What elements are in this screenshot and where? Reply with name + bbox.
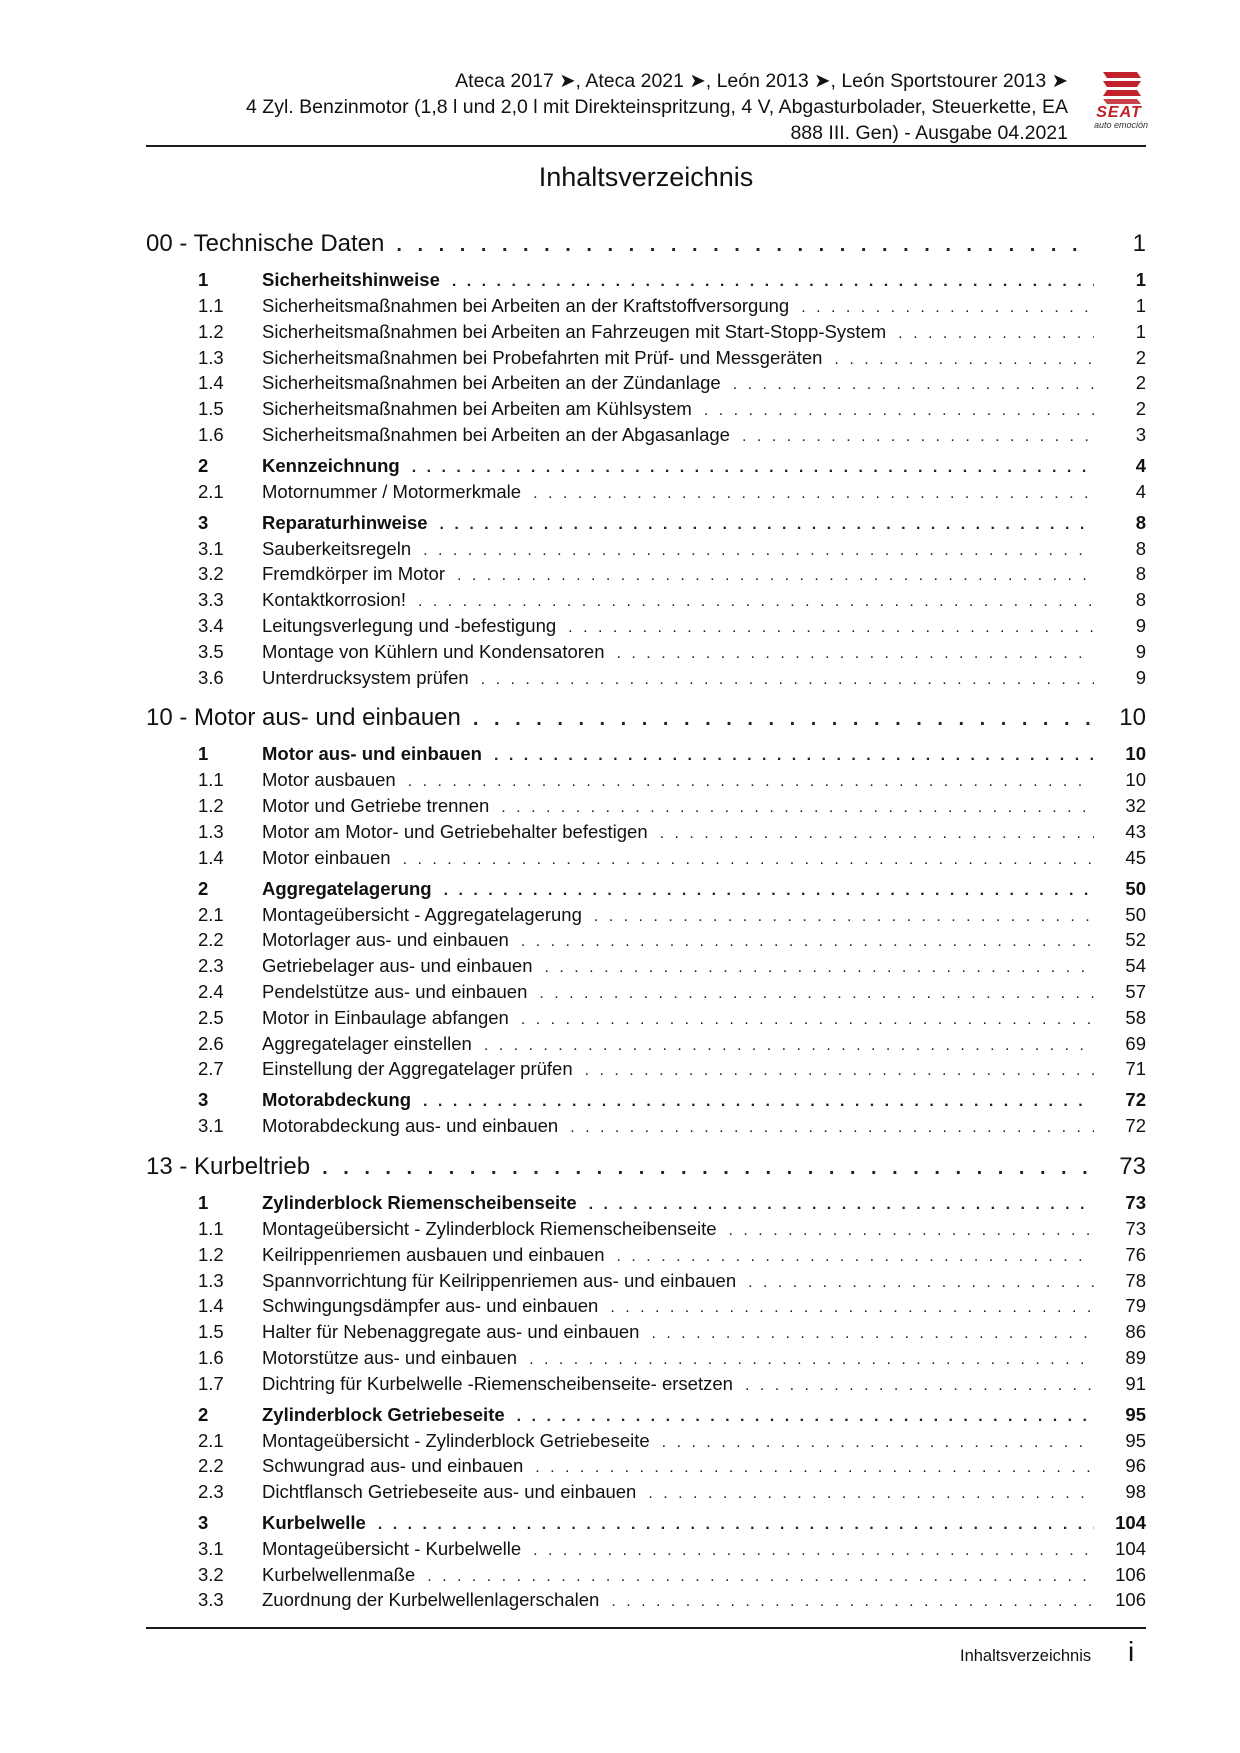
toc-entry-page: 54 bbox=[1125, 955, 1146, 977]
toc-entry-label: Schwingungsdämpfer aus- und einbauen bbox=[262, 1295, 599, 1317]
toc-entry-page: 98 bbox=[1125, 1481, 1146, 1503]
toc-entry-label: Dichtflansch Getriebeseite aus- und einbauen bbox=[262, 1481, 637, 1503]
toc-entry-page: 50 bbox=[1125, 903, 1146, 925]
toc-entry-label: 13 - Kurbeltrieb bbox=[146, 1152, 311, 1180]
toc-entry-page: 4 bbox=[1135, 454, 1146, 476]
toc-dot-leader bbox=[444, 882, 1094, 900]
toc-item[interactable] bbox=[146, 1007, 1146, 1033]
toc-dot-leader bbox=[801, 299, 1094, 317]
toc-entry-page: 1 bbox=[1135, 295, 1146, 316]
header-divider bbox=[146, 145, 1146, 147]
toc-entry-label: Zylinderblock Getriebeseite bbox=[262, 1403, 505, 1425]
toc-item[interactable] bbox=[146, 347, 1146, 373]
toc-dot-leader bbox=[539, 985, 1094, 1003]
toc-dot-leader bbox=[440, 516, 1094, 534]
toc-dot-leader bbox=[733, 376, 1094, 394]
toc-entry-label: Reparaturhinweise bbox=[262, 511, 428, 533]
toc-dot-leader bbox=[660, 825, 1094, 843]
toc-dot-leader bbox=[729, 1222, 1094, 1240]
toc-entry-page: 4 bbox=[1135, 480, 1146, 502]
toc-entry-label: 00 - Technische Daten bbox=[146, 230, 385, 257]
toc-dot-leader bbox=[742, 428, 1094, 446]
toc-entry-page: 58 bbox=[1125, 1006, 1146, 1028]
page-title: Inhaltsverzeichnis bbox=[538, 162, 754, 192]
toc-entry-page: 9 bbox=[1135, 614, 1146, 636]
toc-entry-page: 3 bbox=[1135, 423, 1146, 445]
toc-entry-label: Kennzeichnung bbox=[262, 454, 400, 476]
toc-item[interactable] bbox=[146, 1058, 1146, 1084]
toc-entry-page: 72 bbox=[1125, 1115, 1146, 1137]
toc-entry-page: 76 bbox=[1125, 1243, 1146, 1265]
toc-entry-number: 2.2 bbox=[198, 1455, 224, 1477]
toc-entry-label: Aggregatelager einstellen bbox=[262, 1032, 472, 1054]
toc-section[interactable] bbox=[146, 878, 1146, 904]
toc-entry-label: Getriebelager aus- und einbauen bbox=[262, 955, 533, 977]
toc-entry-number: 3.1 bbox=[198, 537, 224, 559]
toc-entry-number: 2.6 bbox=[198, 1032, 224, 1054]
toc-item[interactable] bbox=[146, 1455, 1146, 1481]
toc-entry-label: Montageübersicht - Kurbelwelle bbox=[262, 1537, 522, 1559]
toc-dot-leader bbox=[501, 799, 1094, 817]
header-line-1: Ateca 2017 ➤, Ateca 2021 ➤, León 2013 ➤, León Sportstourer 2013 ➤ bbox=[455, 70, 1068, 92]
toc-entry-number: 3.4 bbox=[198, 614, 224, 636]
toc-dot-leader bbox=[481, 671, 1094, 689]
toc-entry-number: 1.3 bbox=[198, 346, 224, 368]
toc-entry-number: 3.5 bbox=[198, 640, 224, 662]
toc-dot-leader bbox=[898, 325, 1094, 343]
toc-entry-page: 73 bbox=[1125, 1217, 1146, 1239]
toc-entry-label: Kurbelwelle bbox=[262, 1511, 366, 1533]
toc-item[interactable] bbox=[146, 1430, 1146, 1456]
toc-dot-leader bbox=[494, 747, 1094, 765]
toc-entry-page: 2 bbox=[1135, 398, 1146, 420]
toc-dot-leader bbox=[529, 1351, 1094, 1369]
toc-entry-page: 106 bbox=[1115, 1563, 1146, 1585]
toc-dot-leader bbox=[585, 1062, 1094, 1080]
toc-entry-label: Sicherheitsmaßnahmen bei Arbeiten an der Zündanlage bbox=[262, 372, 721, 394]
toc-entry-page: 96 bbox=[1125, 1455, 1146, 1477]
toc-entry-number: 1.5 bbox=[198, 398, 224, 420]
toc-entry-number: 2.1 bbox=[198, 480, 224, 502]
toc-dot-leader bbox=[535, 1459, 1094, 1477]
seat-logo bbox=[1081, 70, 1161, 136]
toc-entry-label: Motorlager aus- und einbauen bbox=[262, 929, 509, 951]
toc-dot-leader bbox=[517, 1408, 1094, 1426]
toc-entry-page: 57 bbox=[1125, 980, 1146, 1002]
toc-entry-number: 2.1 bbox=[198, 1429, 224, 1451]
toc-entry-page: 50 bbox=[1125, 877, 1146, 899]
toc-chapter[interactable] bbox=[146, 1153, 1146, 1187]
toc-entry-label: Zuordnung der Kurbelwellenlagerschalen bbox=[262, 1589, 600, 1611]
toc-entry-number: 1.3 bbox=[198, 1269, 224, 1291]
toc-dot-leader bbox=[423, 542, 1094, 560]
toc-entry-page: 8 bbox=[1135, 589, 1146, 611]
toc-entry-label: Motor in Einbaulage abfangen bbox=[262, 1006, 509, 1028]
toc-item[interactable] bbox=[146, 641, 1146, 667]
toc-entry-number: 2 bbox=[198, 454, 209, 476]
toc-item[interactable] bbox=[146, 1481, 1146, 1507]
table-of-contents bbox=[146, 230, 1146, 1615]
toc-entry-page: 8 bbox=[1135, 563, 1146, 585]
toc-entry-number: 1.5 bbox=[198, 1321, 224, 1343]
toc-dot-leader bbox=[533, 1542, 1094, 1560]
toc-entry-page: 1 bbox=[1132, 230, 1146, 257]
toc-entry-number: 1.1 bbox=[198, 295, 224, 316]
toc-item[interactable] bbox=[146, 1321, 1146, 1347]
toc-item[interactable] bbox=[146, 1564, 1146, 1590]
toc-item[interactable] bbox=[146, 1244, 1146, 1270]
toc-entry-label: Pendelstütze aus- und einbauen bbox=[262, 980, 528, 1002]
toc-dot-leader bbox=[617, 645, 1094, 663]
toc-entry-page: 10 bbox=[1119, 704, 1146, 732]
toc-entry-number: 1 bbox=[198, 1191, 209, 1213]
toc-entry-page: 9 bbox=[1135, 640, 1146, 662]
toc-dot-leader bbox=[423, 1093, 1094, 1111]
toc-entry-page: 10 bbox=[1125, 743, 1146, 765]
toc-chapter[interactable] bbox=[146, 704, 1146, 738]
toc-entry-page: 95 bbox=[1125, 1403, 1146, 1425]
toc-entry-page: 104 bbox=[1115, 1511, 1146, 1533]
toc-item[interactable] bbox=[146, 1347, 1146, 1373]
toc-dot-leader bbox=[473, 708, 1094, 731]
toc-entry-number: 3 bbox=[198, 511, 209, 533]
toc-entry-page: 72 bbox=[1125, 1089, 1146, 1111]
toc-dot-leader bbox=[452, 273, 1094, 291]
toc-item[interactable] bbox=[146, 1218, 1146, 1244]
toc-entry-number: 3.2 bbox=[198, 563, 224, 585]
toc-entry-label: Halter für Nebenaggregate aus- und einbauen bbox=[262, 1321, 640, 1343]
toc-entry-page: 69 bbox=[1125, 1032, 1146, 1054]
toc-entry-label: Motor ausbauen bbox=[262, 769, 396, 791]
toc-entry-page: 91 bbox=[1125, 1372, 1146, 1394]
toc-section[interactable] bbox=[146, 512, 1146, 538]
toc-entry-page: 1 bbox=[1135, 320, 1146, 342]
toc-chapter[interactable] bbox=[146, 230, 1146, 264]
toc-entry-label: Sicherheitsmaßnahmen bei Probefahrten mit Prüf- und Messgeräten bbox=[262, 346, 823, 368]
toc-dot-leader bbox=[521, 933, 1094, 951]
toc-item[interactable] bbox=[146, 615, 1146, 641]
toc-entry-page: 43 bbox=[1125, 820, 1146, 842]
toc-dot-leader bbox=[570, 1119, 1094, 1137]
toc-entry-label: Fremdkörper im Motor bbox=[262, 563, 445, 585]
toc-entry-label: Motorabdeckung aus- und einbauen bbox=[262, 1115, 559, 1137]
toc-entry-label: Motor und Getriebe trennen bbox=[262, 795, 490, 817]
toc-entry-page: 106 bbox=[1115, 1589, 1146, 1611]
toc-entry-page: 73 bbox=[1119, 1152, 1146, 1180]
toc-entry-page: 78 bbox=[1125, 1269, 1146, 1291]
toc-entry-page: 79 bbox=[1125, 1295, 1146, 1317]
toc-entry-label: Kontaktkorrosion! bbox=[262, 589, 406, 611]
toc-entry-label: Sauberkeitsregeln bbox=[262, 537, 412, 559]
toc-entry-label: Aggregatelagerung bbox=[262, 877, 432, 899]
toc-entry-number: 2.2 bbox=[198, 929, 224, 951]
toc-dot-leader bbox=[651, 1325, 1094, 1343]
toc-entry-page: 9 bbox=[1135, 666, 1146, 688]
toc-item[interactable] bbox=[146, 821, 1146, 847]
toc-entry-number: 1.6 bbox=[198, 1346, 224, 1368]
toc-dot-leader bbox=[748, 1274, 1094, 1292]
toc-entry-label: Kurbelwellenmaße bbox=[262, 1563, 416, 1585]
toc-item[interactable] bbox=[146, 1589, 1146, 1615]
toc-section[interactable] bbox=[146, 743, 1146, 769]
toc-dot-leader bbox=[662, 1434, 1094, 1452]
toc-entry-page: 95 bbox=[1125, 1429, 1146, 1451]
toc-entry-number: 3.6 bbox=[198, 666, 224, 688]
toc-entry-label: Montageübersicht - Zylinderblock Riemenscheibenseite bbox=[262, 1217, 717, 1239]
toc-entry-label: Sicherheitsmaßnahmen bei Arbeiten an Fahrzeugen mit Start-Stopp-System bbox=[262, 320, 887, 342]
toc-entry-page: 89 bbox=[1125, 1346, 1146, 1368]
toc-entry-number: 1 bbox=[198, 269, 209, 290]
toc-entry-label: Sicherheitsmaßnahmen bei Arbeiten am Kühlsystem bbox=[262, 398, 692, 420]
toc-entry-number: 1.1 bbox=[198, 769, 224, 791]
toc-item[interactable] bbox=[146, 1295, 1146, 1321]
toc-dot-leader bbox=[408, 773, 1094, 791]
header-line-3: 888 III. Gen) - Ausgabe 04.2021 bbox=[790, 122, 1068, 144]
toc-dot-leader bbox=[533, 485, 1094, 503]
toc-dot-leader bbox=[484, 1037, 1094, 1055]
toc-entry-label: Schwungrad aus- und einbauen bbox=[262, 1455, 524, 1477]
toc-entry-page: 2 bbox=[1135, 372, 1146, 394]
toc-dot-leader bbox=[589, 1196, 1094, 1214]
toc-entry-label: Motornummer / Motormerkmale bbox=[262, 480, 522, 502]
toc-dot-leader bbox=[834, 351, 1094, 369]
toc-item[interactable] bbox=[146, 321, 1146, 347]
toc-entry-label: Einstellung der Aggregatelager prüfen bbox=[262, 1058, 573, 1080]
toc-entry-page: 32 bbox=[1125, 795, 1146, 817]
toc-entry-page: 2 bbox=[1135, 346, 1146, 368]
toc-entry-number: 2.7 bbox=[198, 1058, 224, 1080]
toc-entry-number: 2 bbox=[198, 1403, 209, 1425]
toc-entry-number: 3.1 bbox=[198, 1115, 224, 1137]
toc-item[interactable] bbox=[146, 1373, 1146, 1399]
toc-dot-leader bbox=[611, 1593, 1094, 1611]
toc-entry-number: 3 bbox=[198, 1511, 209, 1533]
toc-section[interactable] bbox=[146, 269, 1146, 295]
toc-entry-number: 1.7 bbox=[198, 1372, 224, 1394]
toc-item[interactable] bbox=[146, 667, 1146, 693]
toc-dot-leader bbox=[427, 1568, 1094, 1586]
toc-item[interactable] bbox=[146, 904, 1146, 930]
toc-entry-label: Montageübersicht - Aggregatelagerung bbox=[262, 903, 582, 925]
toc-entry-number: 1.3 bbox=[198, 820, 224, 842]
toc-dot-leader bbox=[378, 1516, 1094, 1534]
toc-dot-leader bbox=[568, 619, 1094, 637]
toc-dot-leader bbox=[617, 1248, 1094, 1266]
document-header bbox=[150, 68, 1068, 146]
toc-entry-number: 1.1 bbox=[198, 1217, 224, 1239]
toc-entry-label: 10 - Motor aus- und einbauen bbox=[146, 704, 461, 732]
toc-entry-number: 2.3 bbox=[198, 1481, 224, 1503]
toc-item[interactable] bbox=[146, 295, 1146, 321]
toc-item[interactable] bbox=[146, 1115, 1146, 1141]
toc-entry-label: Zylinderblock Riemenscheibenseite bbox=[262, 1191, 577, 1213]
toc-entry-number: 1.2 bbox=[198, 320, 224, 342]
toc-entry-number: 2.3 bbox=[198, 955, 224, 977]
toc-item[interactable] bbox=[146, 981, 1146, 1007]
toc-item[interactable] bbox=[146, 929, 1146, 955]
toc-entry-page: 1 bbox=[1135, 269, 1146, 290]
toc-entry-page: 8 bbox=[1135, 537, 1146, 559]
toc-entry-label: Sicherheitshinweise bbox=[262, 269, 440, 290]
seat-emblem-icon bbox=[1081, 70, 1161, 104]
toc-entry-label: Sicherheitsmaßnahmen bei Arbeiten an der Abgasanlage bbox=[262, 423, 730, 445]
toc-entry-number: 2.1 bbox=[198, 903, 224, 925]
toc-entry-page: 8 bbox=[1135, 511, 1146, 533]
footer-divider bbox=[146, 1627, 1146, 1629]
toc-section[interactable] bbox=[146, 1404, 1146, 1430]
toc-dot-leader bbox=[745, 1377, 1094, 1395]
toc-section[interactable] bbox=[146, 455, 1146, 481]
toc-entry-number: 2 bbox=[198, 877, 209, 899]
logo-wordmark: SEAT bbox=[1096, 104, 1142, 121]
toc-item[interactable] bbox=[146, 1033, 1146, 1059]
toc-item[interactable] bbox=[146, 538, 1146, 564]
toc-dot-leader bbox=[648, 1485, 1094, 1503]
toc-dot-leader bbox=[704, 402, 1094, 420]
toc-entry-page: 45 bbox=[1125, 846, 1146, 868]
toc-item[interactable] bbox=[146, 955, 1146, 981]
toc-item[interactable] bbox=[146, 1270, 1146, 1296]
toc-item[interactable] bbox=[146, 424, 1146, 450]
toc-entry-number: 3.2 bbox=[198, 1563, 224, 1585]
toc-item[interactable] bbox=[146, 795, 1146, 821]
toc-dot-leader bbox=[418, 593, 1094, 611]
toc-entry-label: Spannvorrichtung für Keilrippenriemen aus- und einbauen bbox=[262, 1269, 737, 1291]
toc-section[interactable] bbox=[146, 1089, 1146, 1115]
toc-item[interactable] bbox=[146, 398, 1146, 424]
toc-dot-leader bbox=[457, 567, 1094, 585]
toc-entry-page: 73 bbox=[1125, 1191, 1146, 1213]
toc-item[interactable] bbox=[146, 769, 1146, 795]
toc-entry-number: 2.4 bbox=[198, 980, 224, 1002]
toc-dot-leader bbox=[403, 851, 1094, 869]
footer-label: Inhaltsverzeichnis bbox=[960, 1647, 1092, 1665]
toc-entry-number: 1.2 bbox=[198, 795, 224, 817]
toc-entry-page: 10 bbox=[1125, 769, 1146, 791]
toc-entry-label: Keilrippenriemen ausbauen und einbauen bbox=[262, 1243, 605, 1265]
toc-entry-label: Motorstütze aus- und einbauen bbox=[262, 1346, 518, 1368]
toc-item[interactable] bbox=[146, 481, 1146, 507]
toc-entry-number: 3 bbox=[198, 1089, 209, 1111]
header-line-2: 4 Zyl. Benzinmotor (1,8 l und 2,0 l mit Direkteinspritzung, 4 V, Abgasturbolader, Steuerkette, EA bbox=[246, 96, 1068, 118]
toc-section[interactable] bbox=[146, 1512, 1146, 1538]
toc-dot-leader bbox=[545, 959, 1095, 977]
toc-entry-number: 1.4 bbox=[198, 372, 224, 394]
toc-entry-label: Sicherheitsmaßnahmen bei Arbeiten an der Kraftstoffversorgung bbox=[262, 295, 790, 316]
toc-entry-label: Montageübersicht - Zylinderblock Getriebeseite bbox=[262, 1429, 650, 1451]
toc-entry-number: 1 bbox=[198, 743, 209, 765]
toc-entry-page: 52 bbox=[1125, 929, 1146, 951]
toc-entry-page: 71 bbox=[1125, 1058, 1146, 1080]
toc-entry-label: Leitungsverlegung und -befestigung bbox=[262, 614, 557, 636]
toc-entry-label: Montage von Kühlern und Kondensatoren bbox=[262, 640, 605, 662]
toc-dot-leader bbox=[521, 1011, 1094, 1029]
toc-entry-number: 3.3 bbox=[198, 1589, 224, 1611]
toc-entry-label: Motor aus- und einbauen bbox=[262, 743, 482, 765]
toc-entry-number: 3.3 bbox=[198, 589, 224, 611]
toc-entry-page: 86 bbox=[1125, 1321, 1146, 1343]
toc-entry-number: 2.5 bbox=[198, 1006, 224, 1028]
toc-entry-number: 1.2 bbox=[198, 1243, 224, 1265]
toc-entry-label: Motorabdeckung bbox=[262, 1089, 412, 1111]
logo-tagline: auto emoción bbox=[1093, 120, 1149, 130]
toc-dot-leader bbox=[594, 908, 1094, 926]
toc-item[interactable] bbox=[146, 847, 1146, 873]
toc-item[interactable] bbox=[146, 563, 1146, 589]
toc-item[interactable] bbox=[146, 589, 1146, 615]
toc-dot-leader bbox=[610, 1299, 1094, 1317]
toc-dot-leader bbox=[322, 1157, 1094, 1180]
toc-item[interactable] bbox=[146, 1538, 1146, 1564]
toc-entry-label: Motor einbauen bbox=[262, 846, 391, 868]
toc-entry-page: 104 bbox=[1115, 1537, 1146, 1559]
toc-entry-number: 1.4 bbox=[198, 846, 224, 868]
toc-entry-number: 1.4 bbox=[198, 1295, 224, 1317]
toc-dot-leader bbox=[412, 459, 1094, 477]
toc-entry-number: 3.1 bbox=[198, 1537, 224, 1559]
toc-entry-label: Motor am Motor- und Getriebehalter befestigen bbox=[262, 820, 648, 842]
toc-entry-number: 1.6 bbox=[198, 423, 224, 445]
toc-item[interactable] bbox=[146, 372, 1146, 398]
toc-entry-label: Dichtring für Kurbelwelle -Riemenscheibenseite- ersetzen bbox=[262, 1372, 733, 1394]
toc-dot-leader bbox=[396, 234, 1094, 257]
toc-section[interactable] bbox=[146, 1192, 1146, 1218]
footer-page-number: i bbox=[1128, 1636, 1135, 1667]
toc-entry-label: Unterdrucksystem prüfen bbox=[262, 666, 469, 688]
